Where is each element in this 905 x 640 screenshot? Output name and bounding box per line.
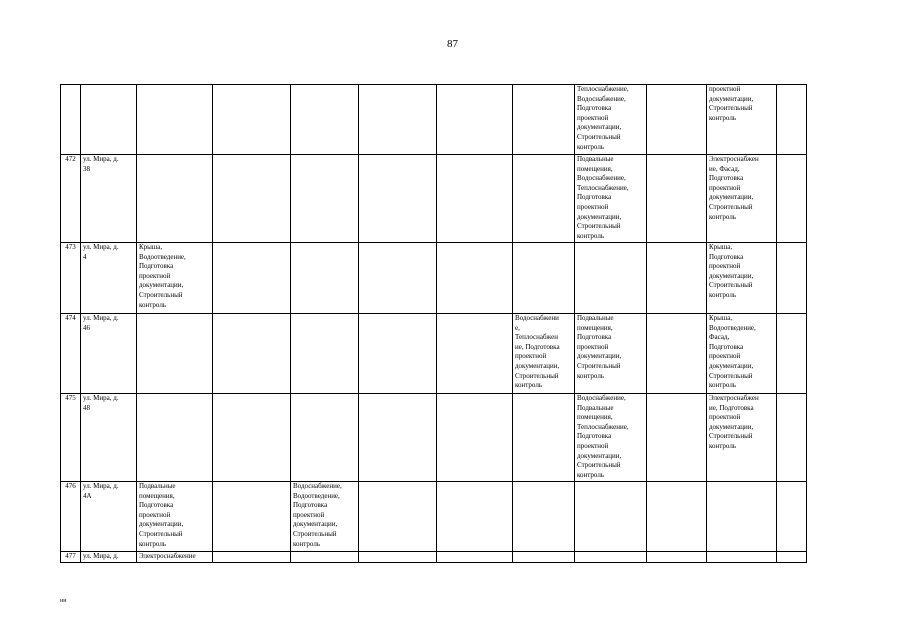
work-cell: Крыша, Водоотведение, Подготовка проектной документации, Строительный контроль bbox=[137, 243, 213, 314]
address-cell: ул. Мира, д. 46 bbox=[81, 314, 137, 394]
work-cell bbox=[777, 243, 807, 314]
page-number: 87 bbox=[447, 38, 458, 50]
work-cell bbox=[359, 243, 437, 314]
work-cell bbox=[777, 482, 807, 552]
work-cell bbox=[647, 552, 707, 563]
work-cell bbox=[359, 85, 437, 155]
work-cell bbox=[777, 394, 807, 482]
work-cell bbox=[359, 314, 437, 394]
work-cell: Крыша, Водоотведение, Фасад, Подготовка проектной документации, Строительный контроль bbox=[707, 314, 777, 394]
work-cell bbox=[437, 552, 513, 563]
works-table bbox=[60, 84, 807, 563]
work-cell bbox=[291, 552, 359, 563]
work-cell bbox=[575, 552, 647, 563]
work-cell bbox=[647, 394, 707, 482]
row-number: 473 bbox=[61, 243, 81, 314]
row-number: 476 bbox=[61, 482, 81, 552]
work-cell: Электроснабжение bbox=[137, 552, 213, 563]
footer-mark: нн bbox=[60, 598, 67, 604]
row-number bbox=[61, 85, 81, 155]
work-cell bbox=[707, 482, 777, 552]
table-row bbox=[61, 314, 807, 394]
row-number: 475 bbox=[61, 394, 81, 482]
work-cell bbox=[513, 243, 575, 314]
address-cell: ул. Мира, д. 48 bbox=[81, 394, 137, 482]
work-cell bbox=[213, 314, 291, 394]
work-cell bbox=[437, 155, 513, 243]
work-cell bbox=[777, 314, 807, 394]
work-cell bbox=[647, 155, 707, 243]
work-cell bbox=[647, 243, 707, 314]
row-number: 474 bbox=[61, 314, 81, 394]
work-cell bbox=[213, 482, 291, 552]
work-cell bbox=[137, 155, 213, 243]
work-cell: Электроснабжен ие, Подготовка проектной документации, Строительный контроль bbox=[707, 394, 777, 482]
address-cell: ул. Мира, д. 4 bbox=[81, 243, 137, 314]
work-cell bbox=[437, 314, 513, 394]
work-cell bbox=[213, 155, 291, 243]
work-cell bbox=[437, 394, 513, 482]
work-cell bbox=[213, 85, 291, 155]
work-cell bbox=[291, 243, 359, 314]
work-cell bbox=[777, 552, 807, 563]
work-cell: Водоснабжение, Подвальные помещения, Теплоснабжение, Подготовка проектной документации, Строительный контроль bbox=[575, 394, 647, 482]
work-cell bbox=[213, 394, 291, 482]
work-cell bbox=[291, 85, 359, 155]
address-cell: ул. Мира, д. 38 bbox=[81, 155, 137, 243]
work-cell bbox=[513, 482, 575, 552]
work-cell bbox=[213, 552, 291, 563]
work-cell: Крыша, Подготовка проектной документации, Строительный контроль bbox=[707, 243, 777, 314]
work-cell bbox=[359, 155, 437, 243]
address-cell: ул. Мира, д. 4А bbox=[81, 482, 137, 552]
work-cell bbox=[359, 394, 437, 482]
work-cell bbox=[707, 552, 777, 563]
work-cell: Подвальные помещения, Подготовка проектной документации, Строительный контроль bbox=[137, 482, 213, 552]
work-cell: Электроснабжен ие, Фасад, Подготовка проектной документации, Строительный контроль bbox=[707, 155, 777, 243]
row-number: 477 bbox=[61, 552, 81, 563]
address-cell: ул. Мира, д. bbox=[81, 552, 137, 563]
work-cell: Водоснабжени е, Теплоснабжен ие, Подготовка проектной документации, Строительный контроль bbox=[513, 314, 575, 394]
table-row bbox=[61, 155, 807, 243]
work-cell bbox=[291, 394, 359, 482]
work-cell bbox=[647, 85, 707, 155]
work-cell bbox=[359, 552, 437, 563]
work-cell bbox=[437, 85, 513, 155]
work-cell bbox=[359, 482, 437, 552]
work-cell bbox=[647, 314, 707, 394]
table-row bbox=[61, 85, 807, 155]
work-cell bbox=[777, 85, 807, 155]
work-cell bbox=[291, 155, 359, 243]
address-cell bbox=[81, 85, 137, 155]
work-cell bbox=[575, 243, 647, 314]
work-cell bbox=[513, 394, 575, 482]
work-cell bbox=[647, 482, 707, 552]
work-cell bbox=[437, 482, 513, 552]
work-cell bbox=[213, 243, 291, 314]
work-cell bbox=[137, 85, 213, 155]
work-cell bbox=[437, 243, 513, 314]
work-cell: проектной документации, Строительный контроль bbox=[707, 85, 777, 155]
work-cell: Подвальные помещения, Водоснабжение, Теплоснабжение, Подготовка проектной документации, Строительный контроль bbox=[575, 155, 647, 243]
work-cell bbox=[777, 155, 807, 243]
work-cell bbox=[575, 482, 647, 552]
work-cell bbox=[513, 85, 575, 155]
table-row bbox=[61, 482, 807, 552]
work-cell bbox=[513, 552, 575, 563]
work-cell: Подвальные помещения, Подготовка проектной документации, Строительный контроль bbox=[575, 314, 647, 394]
row-number: 472 bbox=[61, 155, 81, 243]
table-row bbox=[61, 243, 807, 314]
table-row bbox=[61, 552, 807, 563]
work-cell bbox=[513, 155, 575, 243]
work-cell bbox=[137, 394, 213, 482]
work-cell bbox=[137, 314, 213, 394]
work-cell bbox=[291, 314, 359, 394]
work-cell: Водоснабжение, Водоотведение, Подготовка проектной документации, Строительный контроль bbox=[291, 482, 359, 552]
table-row bbox=[61, 394, 807, 482]
work-cell: Теплоснабжение, Водоснабжение, Подготовка проектной документации, Строительный контроль bbox=[575, 85, 647, 155]
